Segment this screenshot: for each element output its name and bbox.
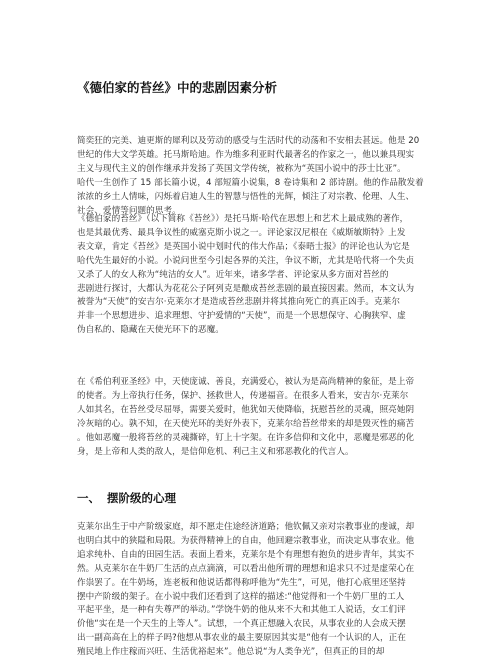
- text-line: 价他“实在是一个天生的上等人”。试想，一个真正想融入农民，从事农业的人会成天摆: [77, 619, 406, 630]
- text-line: 也是其最优秀、最具争议性的威塞克斯小说之一。评论家汉尼根在《威斯敏斯特》上发: [77, 227, 406, 238]
- text-line: 哈代一生创作了 15 部长篇小说，4 部短篇小说集，8 卷诗集和 2 部诗剧。他的作品散发着: [77, 177, 424, 188]
- text-line: 伪自私的、隐藏在天使光环下的恶魔。: [77, 325, 224, 336]
- text-line: 身，是上帝和人类的敌人，是信仰危机、利己主义和邪恶教化的代言人。: [77, 446, 354, 457]
- text-line: 表文章，肯定《苔丝》是英国小说中划时代的伟大作品；《泰晤士报》的评论也认为它是: [77, 241, 410, 252]
- text-line: 的使者。为上帝执行任务，保护、拯救世人，传递福音。在很多人看来，安吉尔·克莱尔: [77, 390, 409, 401]
- text-line: 哈代先生最好的小说。小说问世至今引起各界的关注，争议不断，尤其是哈代将一个失贞: [77, 255, 415, 266]
- text-line: 人如其名，在苔丝受尽屈辱，需要关爱时，他犹如天使降临，抚慰苔丝的灵魂，照亮她阴: [77, 404, 415, 415]
- text-line: 悲剧进行探讨，大都认为花花公子阿列克是酿成苔丝悲剧的最直接因素。然而，本文认为: [77, 283, 415, 294]
- paragraph-angel-analysis: [77, 376, 437, 459]
- text-line: 《德伯家的苔丝》（以下简称《苔丝》）是托马斯·哈代在思想上和艺术上最成熟的著作，: [77, 214, 409, 224]
- text-line: 社会、爱情等问题的思考。: [77, 205, 181, 216]
- text-line: 殖民地上作庄稼而兴旺、生活优裕起来”。他总说“为人类争光”，但真正的目的却: [77, 647, 385, 658]
- text-line: 世纪的伟大文学英雄。托马斯哈迪。作为维多利亚时代最著名的作家之一，他以兼具现实: [77, 149, 415, 160]
- paragraph-class-psychology: [77, 521, 437, 660]
- text-line: 摆中产阶级的架子。在小说中我们还看到了这样的描述:“他觉得和一个牛奶厂里的工人: [77, 591, 405, 602]
- text-line: 作祟罢了。在牛奶场，连老板和他说话都得称呼他为“先生”，可见，他打心底里还坚持: [77, 577, 406, 588]
- section-title: 摆阶级的心理: [107, 491, 176, 505]
- text-line: 又杀了人的女人称为“纯洁的女人”。近年来，诸多学者、评论家从多方面对苔丝的: [77, 269, 389, 280]
- text-line: 冷灰暗的心。孰不知，在天使光环的美好外表下，克莱尔给苔丝带来的却是毁灭性的痛苦: [77, 418, 415, 429]
- text-line: 然。从克莱尔在牛奶厂生活的点点滴滴，可以看出他所谓的理想和追求只不过是虚荣心在: [77, 563, 415, 574]
- text-line: 追求纯朴、自由的田园生活。表面上看来，克莱尔是个有理想有抱负的进步青年，其实不: [77, 549, 415, 560]
- text-line: 被誉为“天使”的安吉尔·克莱尔才是造成苔丝悲剧并将其推向死亡的真正凶手。克莱尔: [77, 297, 400, 308]
- paragraph-tess-overview: [77, 213, 437, 338]
- section-heading: [77, 490, 437, 506]
- text-line: 也明白其中的狭隘和局限。为获得精神上的自由，他回避宗教事业，而决定从事农业。他: [77, 535, 415, 546]
- text-line: 。他如恶魔一般将苔丝的灵魂撕碎，钉上十字架。在许多信仰和文化中，恶魔是邪恶的化: [77, 432, 415, 443]
- document-title: 《德伯家的苔丝》中的悲剧因素分析: [77, 80, 278, 95]
- text-line: 主义与现代主义的创作继承并发扬了英国文学传统，被称为“英国小说中的莎士比亚”。: [77, 163, 406, 174]
- text-line: 在《希伯利亚圣经》中，天使庞诚、善良，充满爱心，被认为是高尚精神的象征，是上帝: [77, 377, 415, 387]
- section-number: 一、: [77, 491, 100, 505]
- text-line: 出一副高高在上的样子吗?他想从事农业的最主要原因其实是“他有一个认识的人，正在: [77, 633, 406, 644]
- text-line: 克莱尔出生于中产阶级家庭，却不愿走住途经济道路；他钦佩又亲对宗教事业的虔诚，却: [77, 522, 415, 532]
- paragraph-intro: [77, 135, 437, 218]
- text-line: 平起平坐，是一种有失尊严的举动。”学饶牛奶的他从来不大和其他工人说话，女工们评: [77, 605, 406, 616]
- text-line: 浓浓的乡土人情味，闪烁着启迪人生的智慧与悟性的光辉，倾注了对宗教、伦理、人生、: [77, 191, 415, 202]
- text-line: 简奕狂的完美、迪更斯的犀利以及劳动的感受与生活时代的动荡和不安相去甚远。他是 20: [77, 136, 420, 146]
- text-line: 并非一个思想进步、追求理想、守护爱情的“天使”，而是一个思想保守、心胸狭窄、虚: [77, 311, 406, 322]
